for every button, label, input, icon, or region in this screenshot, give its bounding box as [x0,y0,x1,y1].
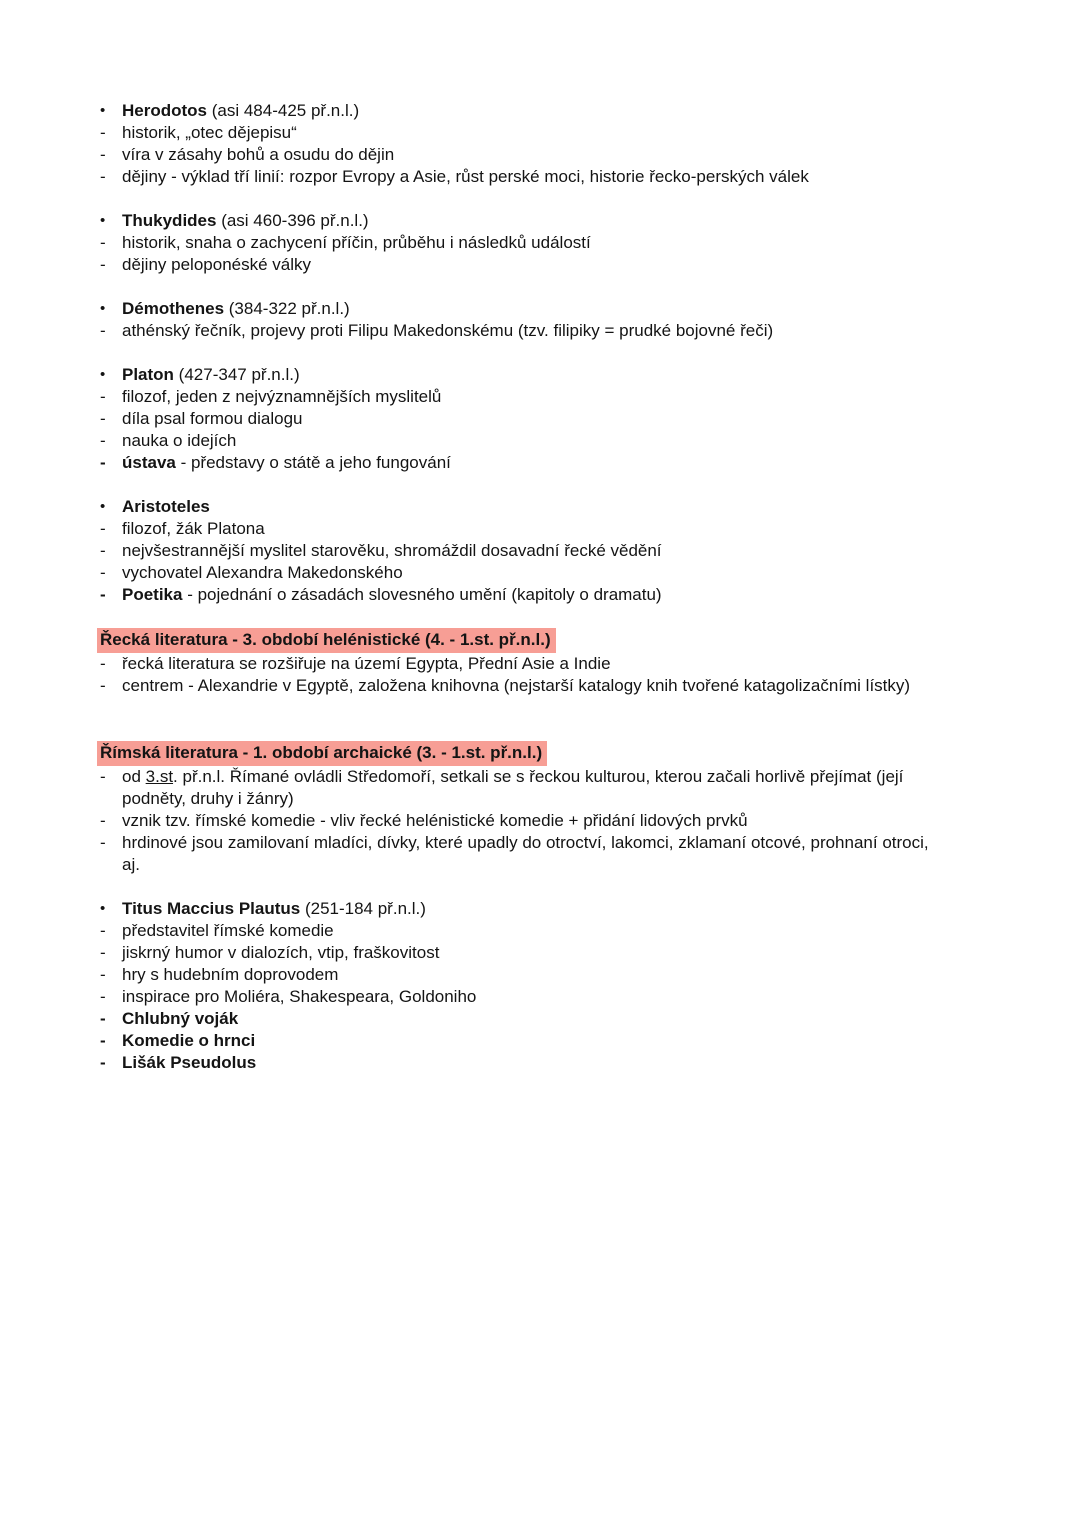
text-run: dějiny peloponéské války [122,255,312,274]
list-item [100,675,945,697]
list-item-text [122,1008,942,1030]
list-item-text [122,254,942,276]
heading-text [122,898,942,920]
section [100,298,945,342]
dash-marker: - [100,123,106,142]
heading-text [122,496,942,518]
text-run: 3.st [145,767,174,786]
dash-marker: - [100,541,106,560]
text-run: - představy o státě a jeho fungování [175,453,451,472]
list-item-text [122,166,942,188]
list-item-text [122,1030,942,1052]
text-run: - pojednání o zásadách slovesného umění (kapitoly o dramatu) [182,585,662,604]
text-run: Lišák Pseudolus [122,1053,257,1072]
list-item [100,562,945,584]
dash-marker: - [100,811,106,830]
dash-marker: - [100,233,106,252]
section [100,628,945,697]
list-item-text [122,920,942,942]
list-item-text [122,386,942,408]
heading-text [122,210,942,232]
list-item [100,584,945,606]
text-run: Aristoteles [122,497,210,516]
list-item [100,122,945,144]
text-run: filozof, žák Platona [122,519,265,538]
dash-marker: - [100,519,106,538]
dash-marker: - [100,1009,106,1028]
text-run: Komedie o hrnci [122,1031,256,1050]
bullet-marker: • [100,498,106,515]
text-run: dějiny - výklad tří linií: rozpor Evropy a Asie, růst perské moci, historie řecko-perských válek [122,167,809,186]
text-run: díla psal formou dialogu [122,409,303,428]
list-item-text [122,675,942,697]
list-item [100,144,945,166]
list-item-text [122,540,942,562]
bullet-marker: • [100,366,106,383]
text-run: historik, snaha o zachycení příčin, průběhu i následků událostí [122,233,591,252]
dash-marker: - [100,255,106,274]
list-item [100,920,945,942]
list-item-text [122,430,942,452]
list-item-text [122,562,942,584]
text-run: (384-322 př.n.l.) [224,299,350,318]
text-run: athénský řečník, projevy proti Filipu Makedonskému (tzv. filipiky = prudké bojovné řeči) [122,321,774,340]
dash-marker: - [100,563,106,582]
list-item-text [122,986,942,1008]
dash-marker: - [100,987,106,1006]
heading-text [122,100,942,122]
list-item [100,810,945,832]
list-item-text [122,144,942,166]
text-run: (asi 460-396 př.n.l.) [216,211,369,230]
text-run: Thukydides [122,211,217,230]
list-item-text [122,122,942,144]
section-heading [100,210,945,232]
section-heading-highlighted [97,741,945,766]
list-item [100,518,945,540]
list-item [100,386,945,408]
list-item-text [122,1052,942,1074]
list-item-text [122,232,942,254]
heading-text [122,298,942,320]
text-run: (251-184 př.n.l.) [300,899,426,918]
text-run: Řecká literatura - 3. období helénistické (4. - 1.st. př.n.l.) [100,630,551,649]
text-run: vznik tzv. římské komedie - vliv řecké helénistické komedie + přidání lidových prvků [122,811,748,830]
section [100,210,945,276]
section [100,496,945,606]
list-item [100,430,945,452]
list-item [100,408,945,430]
list-item-text [122,653,942,675]
highlighted-heading-text [97,741,547,766]
text-run: víra v zásahy bohů a osudu do dějin [122,145,395,164]
section-heading [100,298,945,320]
list-item [100,653,945,675]
list-item [100,766,945,810]
text-run: nauka o idejích [122,431,237,450]
text-run: (asi 484-425 př.n.l.) [207,101,360,120]
dash-marker: - [100,943,106,962]
bullet-marker: • [100,102,106,119]
list-item [100,1052,945,1074]
dash-marker: - [100,387,106,406]
list-item-text [122,452,942,474]
bullet-marker: • [100,300,106,317]
text-run: centrem - Alexandrie v Egyptě, založena knihovna (nejstarší katalogy knih tvořené katagolizačními lístky) [122,676,911,695]
bullet-marker: • [100,212,106,229]
dash-marker: - [100,676,106,695]
list-item [100,166,945,188]
text-run: hry s hudebním doprovodem [122,965,339,984]
text-run: . př.n.l. Římané ovládli Středomoří, setkali se s řeckou kulturou, kterou začali horlivě přejímat (její podněty, druhy i žánry) [122,767,904,808]
section-heading [100,898,945,920]
list-item-text [122,408,942,430]
list-item-text [122,518,942,540]
section-heading-highlighted [97,628,945,653]
text-run: Démothenes [122,299,225,318]
heading-text [122,364,942,386]
section [100,741,945,876]
text-run: Římská literatura - 1. období archaické (3. - 1.st. př.n.l.) [100,743,543,762]
text-run: nejvšestrannější myslitel starověku, shromáždil dosavadní řecké vědění [122,541,662,560]
text-run: Titus Maccius Plautus [122,899,301,918]
list-item [100,986,945,1008]
dash-marker: - [100,654,106,673]
dash-marker: - [100,585,106,604]
section-heading [100,100,945,122]
dash-marker: - [100,453,106,472]
text-run: od [122,767,146,786]
dash-marker: - [100,409,106,428]
list-item [100,1030,945,1052]
text-run: vychovatel Alexandra Makedonského [122,563,403,582]
text-run: Chlubný voják [122,1009,239,1028]
bullet-marker: • [100,900,106,917]
dash-marker: - [100,921,106,940]
list-item [100,1008,945,1030]
highlighted-heading-text [97,628,556,653]
list-item-text [122,964,942,986]
text-run: inspirace pro Moliéra, Shakespeara, Goldoniho [122,987,477,1006]
section [100,364,945,474]
list-item-text [122,584,942,606]
list-item-text [122,810,942,832]
dash-marker: - [100,767,106,786]
list-item-text [122,766,942,810]
list-item-text [122,942,942,964]
list-item [100,320,945,342]
text-run: (427-347 př.n.l.) [173,365,300,384]
list-item [100,964,945,986]
dash-marker: - [100,321,106,340]
dash-marker: - [100,833,106,852]
dash-marker: - [100,431,106,450]
section-heading [100,364,945,386]
text-run: jiskrný humor v dialozích, vtip, fraškovitost [122,943,440,962]
list-item [100,540,945,562]
list-item-text [122,832,942,876]
list-item [100,232,945,254]
list-item-text [122,320,942,342]
dash-marker: - [100,1031,106,1050]
list-item [100,832,945,876]
section [100,100,945,188]
text-run: ústava [122,453,176,472]
dash-marker: - [100,145,106,164]
section [100,898,945,1074]
list-item [100,254,945,276]
list-item [100,942,945,964]
text-run: filozof, jeden z nejvýznamnějších myslitelů [122,387,442,406]
text-run: Poetika [122,585,183,604]
text-run: řecká literatura se rozšiřuje na území Egypta, Přední Asie a Indie [122,654,611,673]
dash-marker: - [100,167,106,186]
text-run: Platon [122,365,174,384]
text-run: hrdinové jsou zamilovaní mladíci, dívky, které upadly do otroctví, lakomci, zklamaní otcové, prohnaní otroci, aj. [122,833,929,874]
dash-marker: - [100,965,106,984]
text-run: Herodotos [122,101,207,120]
text-run: historik, „otec dějepisu“ [122,123,297,142]
list-item [100,452,945,474]
section-heading [100,496,945,518]
text-run: představitel římské komedie [122,921,334,940]
dash-marker: - [100,1053,106,1072]
